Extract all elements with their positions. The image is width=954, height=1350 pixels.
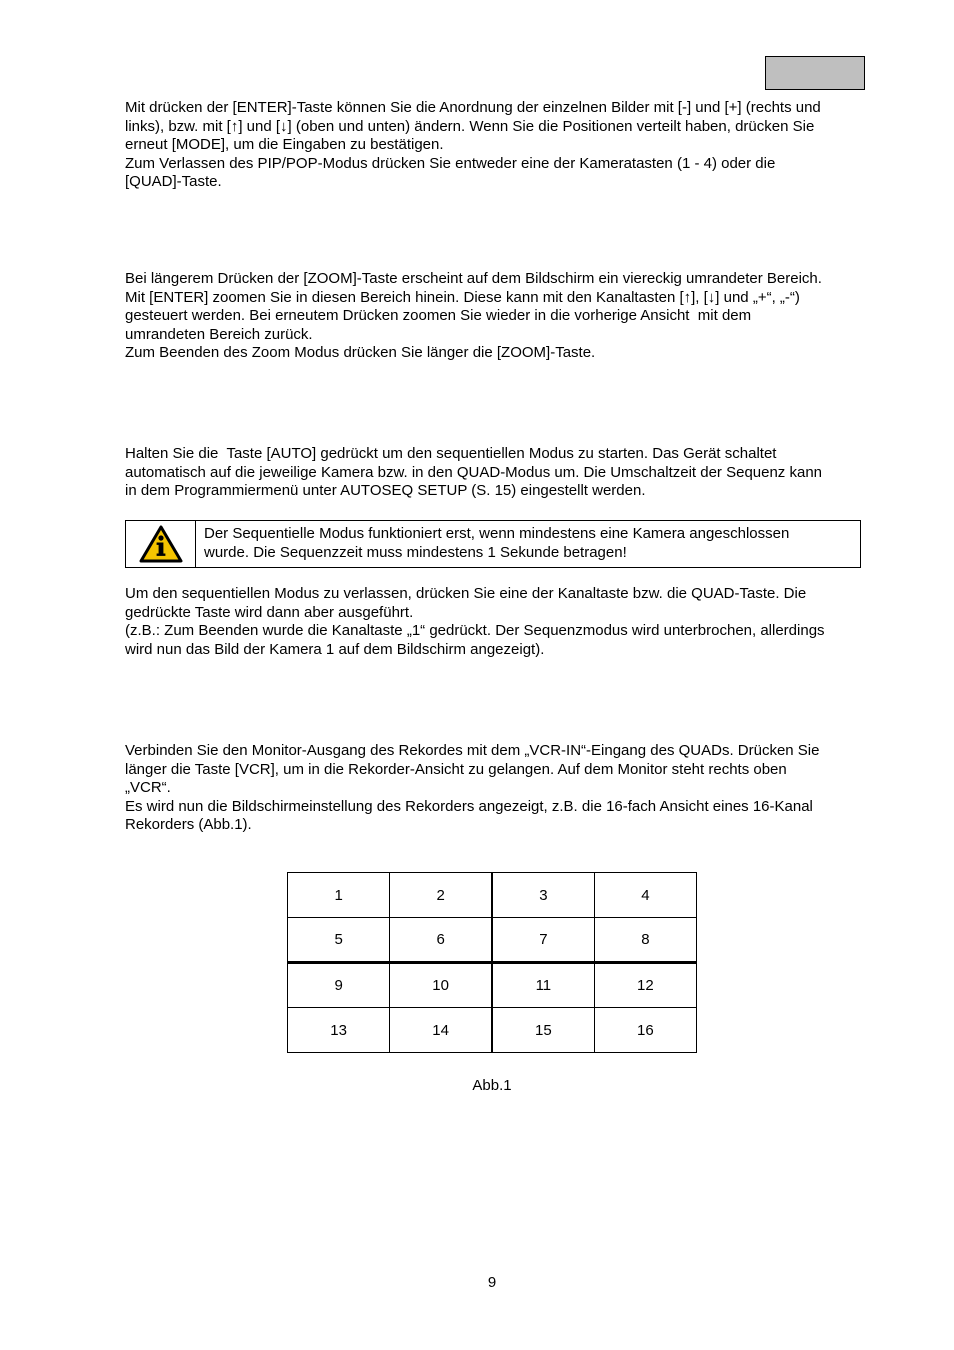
- table-cell: 8: [594, 918, 696, 963]
- paragraph-exit-sequence: Um den sequentiellen Modus zu verlassen, drücken Sie eine der Kanaltaste bzw. die QUAD-Taste. Die gedrückte Taste wird dann aber ausgeführt. (z.B.: Zum Beenden wurde die Kanaltaste „1“ gedrückt. Der Sequenzmodus wird unterbrochen, allerdings wird nun das Bild der Kamera 1 auf dem Bildschirm angezeigt).: [125, 585, 825, 658]
- info-warning-triangle-icon: [126, 521, 196, 567]
- table-cell: 5: [288, 918, 390, 963]
- table-cell: 15: [492, 1008, 594, 1053]
- table-cell: 10: [390, 963, 492, 1008]
- paragraph-auto-sequence: Halten Sie die Taste [AUTO] gedrückt um den sequentiellen Modus zu starten. Das Gerät schaltet automatisch auf die jeweilige Kamera bzw. in den QUAD-Modus um. Die Umschaltzeit der Sequenz kann in dem Programmiermenü unter AUTOSEQ SETUP (S. 15) eingestellt werden.: [125, 445, 823, 499]
- paragraph-pip-pop: Mit drücken der [ENTER]-Taste können Sie die Anordnung der einzelnen Bilder mit [-] und [+] (rechts und links), bzw. mit [↑] und [↓] (oben und unten) ändern. Wenn Sie die Positionen verteilt haben, drücken Sie erneut [MODE], um die Eingaben zu bestätigen. Zum Verlassen des PIP/POP-Modus drücken Sie entweder eine der Kameratasten (1 - 4) oder die [QUAD]-Taste.: [125, 99, 821, 190]
- table-cell: 11: [492, 963, 594, 1008]
- table-row: [288, 873, 697, 918]
- page-number: 9: [487, 1274, 497, 1291]
- table-cell: 13: [288, 1008, 390, 1053]
- chapter-tab-marker: [765, 56, 865, 90]
- table-cell: 16: [594, 1008, 696, 1053]
- table-cell: 14: [390, 1008, 492, 1053]
- table-cell: 2: [390, 873, 492, 918]
- table-cell: 12: [594, 963, 696, 1008]
- channel-grid-table: [287, 872, 697, 1053]
- table-cell: 4: [594, 873, 696, 918]
- paragraph-zoom: Bei längerem Drücken der [ZOOM]-Taste erscheint auf dem Bildschirm ein viereckig umrandeter Bereich. Mit [ENTER] zoomen Sie in diesen Bereich hinein. Diese kann mit den Kanaltasten [↑], [↓] und „+“, „-“) gesteuert werden. Bei erneutem Drücken zoomen Sie wieder in die vorherige Ansicht mit dem umrandeten Bereich zurück. Zum Beenden des Zoom Modus drücken Sie länger die [ZOOM]-Taste.: [125, 270, 822, 361]
- table-cell: 3: [492, 873, 594, 918]
- table-row: [288, 918, 697, 963]
- notice-text: Der Sequentielle Modus funktioniert erst, wenn mindestens eine Kamera angeschlossen wurde. Die Sequenzzeit muss mindestens 1 Sekunde betragen!: [204, 525, 790, 561]
- figure-caption: Abb.1: [472, 1077, 512, 1094]
- table-cell: 9: [288, 963, 390, 1008]
- table-cell: 6: [390, 918, 492, 963]
- table-cell: 7: [492, 918, 594, 963]
- table-row: [288, 963, 697, 1008]
- paragraph-vcr: Verbinden Sie den Monitor-Ausgang des Rekordes mit dem „VCR-IN“-Eingang des QUADs. Drücken Sie länger die Taste [VCR], um in die Rekorder-Ansicht zu gelangen. Auf dem Monitor steht rechts oben „VCR“. Es wird nun die Bildschirmeinstellung des Rekorders angezeigt, z.B. die 16-fach Ansicht eines 16-Kanal Rekorders (Abb.1).: [125, 742, 820, 833]
- notice-box: [125, 520, 861, 568]
- table-row: [288, 1008, 697, 1053]
- table-cell: 1: [288, 873, 390, 918]
